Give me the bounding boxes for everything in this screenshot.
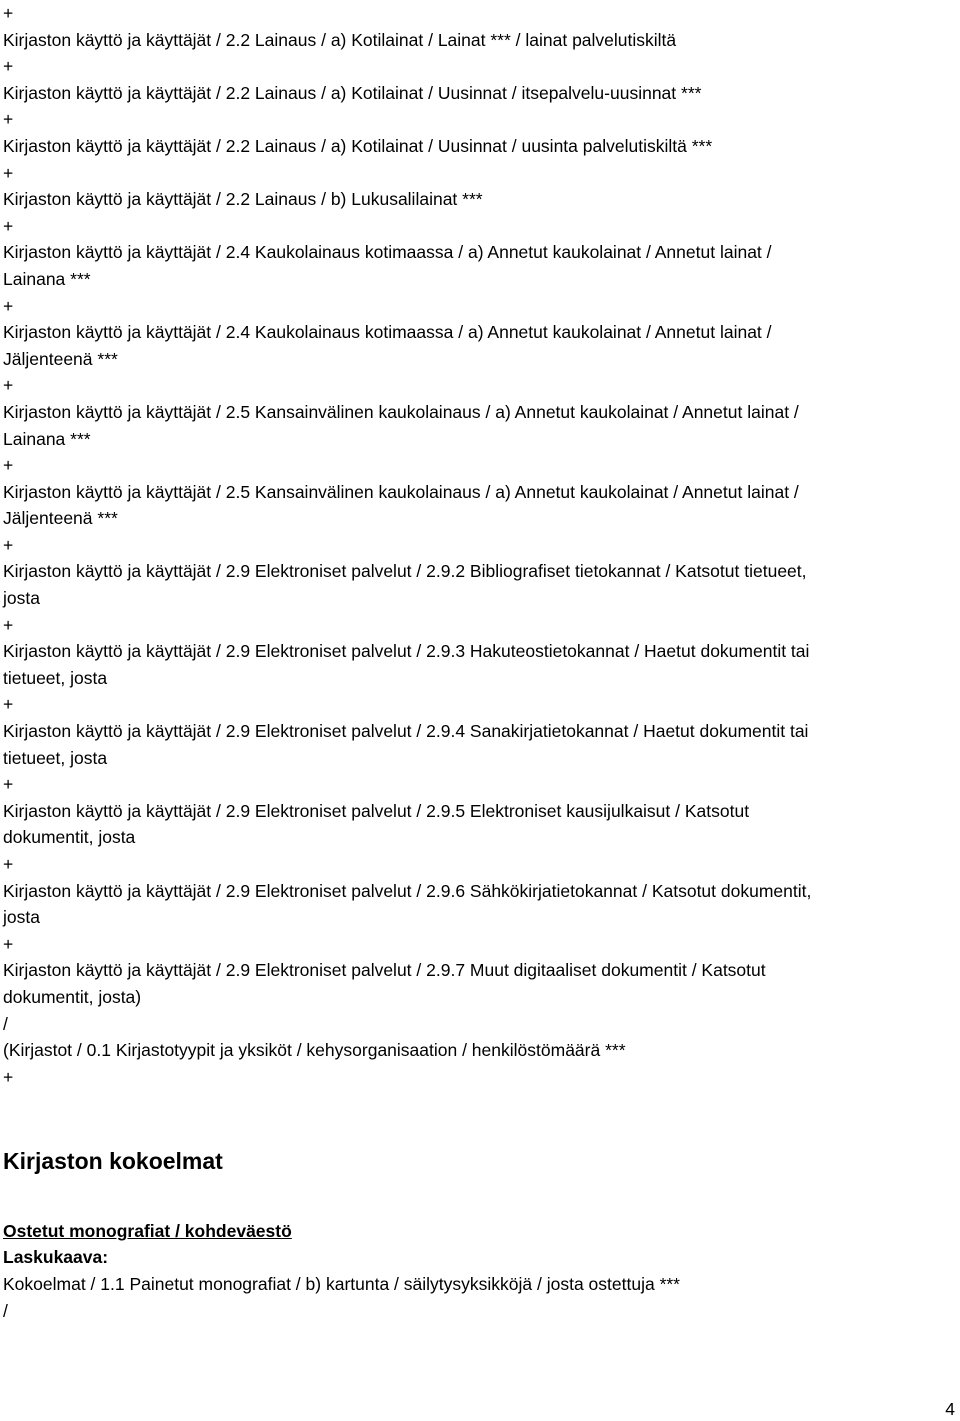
formula-line: Kirjaston käyttö ja käyttäjät / 2.4 Kaukolainaus kotimaassa / a) Annetut kaukolainat / Annetut lainat / bbox=[3, 322, 772, 343]
formula-label: Laskukaava: bbox=[3, 1247, 109, 1268]
formula-line: + bbox=[3, 109, 14, 130]
formula-line: Jäljenteenä *** bbox=[3, 348, 118, 369]
formula-line: Kirjaston käyttö ja käyttäjät / 2.9 Elektroniset palvelut / 2.9.7 Muut digitaaliset dokumentit / Katsotut bbox=[3, 960, 766, 981]
formula-line: (Kirjastot / 0.1 Kirjastotyypit ja yksiköt / kehysorganisaation / henkilöstömäärä *** bbox=[3, 1040, 626, 1061]
formula-line: josta bbox=[3, 907, 40, 928]
formula-line: Kirjaston käyttö ja käyttäjät / 2.9 Elektroniset palvelut / 2.9.3 Hakuteostietokannat / Haetut dokumentit tai bbox=[3, 641, 810, 662]
formula-line: Kirjaston käyttö ja käyttäjät / 2.9 Elektroniset palvelut / 2.9.4 Sanakirjatietokannat / Haetut dokumentit tai bbox=[3, 721, 809, 742]
formula-block bbox=[3, 0, 953, 1090]
formula-line: tietueet, josta bbox=[3, 667, 108, 688]
section-subheading: Ostetut monografiat / kohdeväestö bbox=[3, 1221, 292, 1242]
formula-line: + bbox=[3, 455, 14, 476]
formula-line: + bbox=[3, 774, 14, 795]
formula-line: Kirjaston käyttö ja käyttäjät / 2.5 Kansainvälinen kaukolainaus / a) Annetut kaukolainat / Annetut lainat / bbox=[3, 481, 799, 502]
formula-line: Kirjaston käyttö ja käyttäjät / 2.5 Kansainvälinen kaukolainaus / a) Annetut kaukolainat / Annetut lainat / bbox=[3, 401, 799, 422]
formula-line: / bbox=[3, 1013, 8, 1034]
formula-line: dokumentit, josta) bbox=[3, 986, 142, 1007]
formula-line: Lainana *** bbox=[3, 428, 91, 449]
formula-line: Kirjaston käyttö ja käyttäjät / 2.9 Elektroniset palvelut / 2.9.2 Bibliografiset tietokannat / Katsotut tietueet, bbox=[3, 561, 807, 582]
formula-line: + bbox=[3, 534, 14, 555]
formula-line: + bbox=[3, 56, 14, 77]
formula-line: Kirjaston käyttö ja käyttäjät / 2.2 Lainaus / b) Lukusalilainat *** bbox=[3, 189, 483, 210]
formula-line: + bbox=[3, 3, 14, 23]
formula-line: + bbox=[3, 162, 14, 183]
formula-line: + bbox=[3, 854, 14, 874]
formula-line: Kirjaston käyttö ja käyttäjät / 2.2 Lainaus / a) Kotilainat / Uusinnat / itsepalvelu-uusinnat *** bbox=[3, 82, 702, 103]
formula-line: Kirjaston käyttö ja käyttäjät / 2.2 Lainaus / a) Kotilainat / Uusinnat / uusinta palvelutiskiltä *** bbox=[3, 135, 713, 156]
formula-line: + bbox=[3, 1066, 14, 1087]
formula-line: + bbox=[3, 295, 14, 316]
formula-line: dokumentit, josta bbox=[3, 827, 136, 848]
formula-line: Kirjaston käyttö ja käyttäjät / 2.2 Lainaus / a) Kotilainat / Lainat *** / lainat palvelutiskiltä bbox=[3, 29, 677, 50]
document-page bbox=[3, 0, 953, 1324]
formula-line: Jäljenteenä *** bbox=[3, 508, 118, 529]
formula-line: + bbox=[3, 933, 14, 954]
formula-line: Kirjaston käyttö ja käyttäjät / 2.9 Elektroniset palvelut / 2.9.5 Elektroniset kausijulkaisut / Katsotut bbox=[3, 800, 750, 821]
formula-line: + bbox=[3, 694, 14, 715]
formula-line: Kirjaston käyttö ja käyttäjät / 2.9 Elektroniset palvelut / 2.9.6 Sähkökirjatietokannat / Katsotut dokumentit, bbox=[3, 880, 812, 901]
formula-line: josta bbox=[3, 588, 40, 609]
formula-line: / bbox=[3, 1300, 8, 1321]
section-heading: Kirjaston kokoelmat bbox=[3, 1148, 223, 1175]
formula-line: tietueet, josta bbox=[3, 747, 108, 768]
page-number: 4 bbox=[945, 1399, 955, 1419]
formula-line: Kirjaston käyttö ja käyttäjät / 2.4 Kaukolainaus kotimaassa / a) Annetut kaukolainat / Annetut lainat / bbox=[3, 242, 772, 263]
formula-line: + bbox=[3, 375, 14, 396]
formula-line: Lainana *** bbox=[3, 268, 91, 289]
formula-line: Kokoelmat / 1.1 Painetut monografiat / b) kartunta / säilytysyksikköjä / josta ostettuja *** bbox=[3, 1273, 680, 1294]
formula-line: + bbox=[3, 215, 14, 236]
formula-line: + bbox=[3, 614, 14, 635]
